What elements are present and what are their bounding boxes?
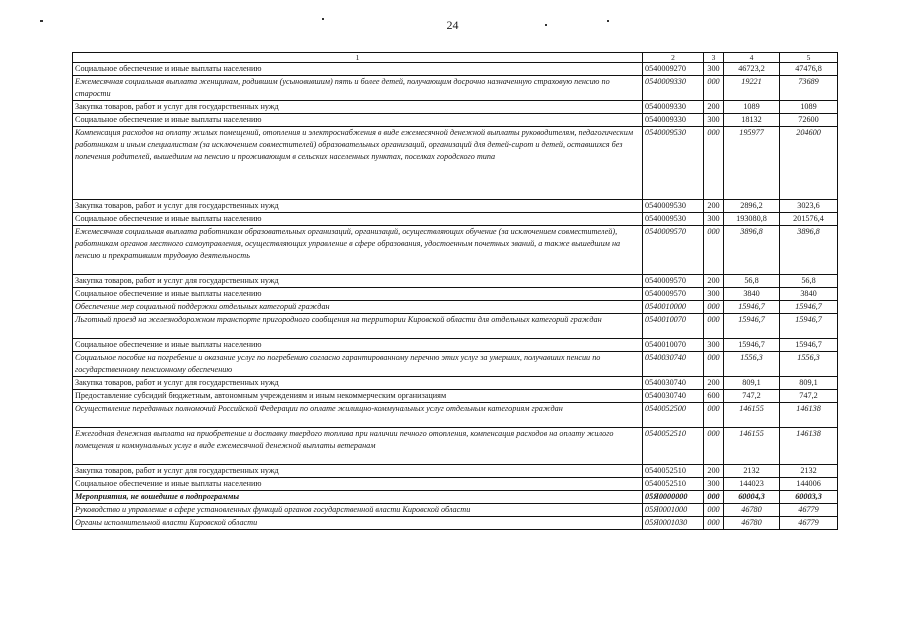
table-row [73, 114, 838, 127]
row-value-2018-cell: 46780 [724, 504, 780, 517]
table-row [73, 377, 838, 390]
row-name-cell: Социальное обеспечение и иные выплаты населению [73, 63, 643, 76]
row-value-2018-cell: 3840 [724, 288, 780, 301]
row-code-cell: 0540010070 [643, 339, 704, 352]
row-type-cell: 000 [704, 314, 724, 339]
row-type-cell: 000 [704, 127, 724, 200]
row-name-cell: Социальное обеспечение и иные выплаты населению [73, 339, 643, 352]
row-value-2018-cell: 15946,7 [724, 314, 780, 339]
page-number: 24 [446, 18, 459, 32]
row-name-cell: Закупка товаров, работ и услуг для государственных нужд [73, 465, 643, 478]
row-name-cell: Ежемесячная социальная выплата работникам образовательных организаций, организаций, осуществляющих обучение (за исключением совместителей), работникам органов местного самоуправления, осуществляющих управление в сфере образования, удостоенным почетных званий, а также вышедшим на пенсию и прекратившим трудовую деятельность [73, 226, 643, 275]
budget-table [72, 52, 838, 530]
row-code-cell: 0540052500 [643, 403, 704, 428]
row-value-2019-cell: 204600 [780, 127, 838, 200]
row-value-2019-cell: 47476,8 [780, 63, 838, 76]
row-code-cell: 0540009530 [643, 200, 704, 213]
row-code-cell: 0540009270 [643, 63, 704, 76]
table-row [73, 288, 838, 301]
column-header: 3 [704, 53, 724, 63]
row-name-cell: Социальное обеспечение и иные выплаты населению [73, 213, 643, 226]
row-value-2018-cell: 2896,2 [724, 200, 780, 213]
row-code-cell: 0540009530 [643, 127, 704, 200]
table-row [73, 478, 838, 491]
row-type-cell: 000 [704, 76, 724, 101]
row-name-cell: Социальное пособие на погребение и оказание услуг по погребению согласно гарантированному перечню этих услуг за умерших, получавших пенсии по государственному пенсионному обеспечению [73, 352, 643, 377]
row-name-cell: Закупка товаров, работ и услуг для государственных нужд [73, 200, 643, 213]
row-code-cell: 05Я0001000 [643, 504, 704, 517]
row-code-cell: 0540009330 [643, 114, 704, 127]
row-value-2018-cell: 193080,8 [724, 213, 780, 226]
column-header: 2 [643, 53, 704, 63]
row-value-2019-cell: 72600 [780, 114, 838, 127]
row-type-cell: 200 [704, 465, 724, 478]
row-value-2018-cell: 2132 [724, 465, 780, 478]
row-name-cell: Органы исполнительной власти Кировской области [73, 517, 643, 530]
row-name-cell: Закупка товаров, работ и услуг для государственных нужд [73, 101, 643, 114]
row-type-cell: 000 [704, 352, 724, 377]
row-name-cell: Обеспечение мер социальной поддержки отдельных категорий граждан [73, 301, 643, 314]
row-value-2019-cell: 809,1 [780, 377, 838, 390]
row-code-cell: 0540030740 [643, 390, 704, 403]
row-name-cell: Социальное обеспечение и иные выплаты населению [73, 288, 643, 301]
row-value-2018-cell: 46723,2 [724, 63, 780, 76]
row-value-2019-cell: 3023,6 [780, 200, 838, 213]
row-type-cell: 300 [704, 213, 724, 226]
row-value-2018-cell: 1089 [724, 101, 780, 114]
row-type-cell: 000 [704, 504, 724, 517]
table-row [73, 352, 838, 377]
row-type-cell: 000 [704, 403, 724, 428]
table-row [73, 226, 838, 275]
row-code-cell: 0540009330 [643, 76, 704, 101]
row-code-cell: 0540052510 [643, 465, 704, 478]
column-header: 5 [780, 53, 838, 63]
row-code-cell: 0540010070 [643, 314, 704, 339]
row-value-2019-cell: 73689 [780, 76, 838, 101]
row-name-cell: Мероприятия, не вошедшие в подпрограммы [73, 491, 643, 504]
row-value-2018-cell: 146155 [724, 403, 780, 428]
column-header: 4 [724, 53, 780, 63]
row-value-2019-cell: 15946,7 [780, 301, 838, 314]
row-value-2018-cell: 1556,3 [724, 352, 780, 377]
row-value-2018-cell: 195977 [724, 127, 780, 200]
row-type-cell: 200 [704, 200, 724, 213]
row-name-cell: Льготный проезд на железнодорожном транспорте пригородного сообщения на территории Кировской области для отдельных категорий граждан [73, 314, 643, 339]
row-code-cell: 0540009570 [643, 288, 704, 301]
row-name-cell: Ежегодная денежная выплата на приобретение и доставку твердого топлива при наличии печного отопления, компенсация расходов на оплату жилого помещения и коммунальных услуг в виде ежемесячной денежной выплаты ветеранам [73, 428, 643, 465]
row-code-cell: 0540009330 [643, 101, 704, 114]
row-type-cell: 200 [704, 275, 724, 288]
table-row [73, 127, 838, 200]
table-row [73, 213, 838, 226]
row-code-cell: 0540052510 [643, 478, 704, 491]
table-row [73, 76, 838, 101]
row-code-cell: 0540030740 [643, 352, 704, 377]
table-row [73, 314, 838, 339]
row-value-2018-cell: 15946,7 [724, 301, 780, 314]
table-row [73, 390, 838, 403]
row-name-cell: Закупка товаров, работ и услуг для государственных нужд [73, 275, 643, 288]
row-value-2019-cell: 3840 [780, 288, 838, 301]
row-value-2019-cell: 56,8 [780, 275, 838, 288]
row-value-2018-cell: 3896,8 [724, 226, 780, 275]
table-row [73, 101, 838, 114]
row-name-cell: Ежемесячная социальная выплата женщинам, родившим (усыновившим) пять и более детей, получающим досрочно назначенную страховую пенсию по старости [73, 76, 643, 101]
row-value-2019-cell: 144006 [780, 478, 838, 491]
table-row [73, 465, 838, 478]
row-value-2018-cell: 809,1 [724, 377, 780, 390]
row-value-2019-cell: 747,2 [780, 390, 838, 403]
row-name-cell: Предоставление субсидий бюджетным, автономным учреждениям и иным некоммерческим организациям [73, 390, 643, 403]
row-value-2018-cell: 18132 [724, 114, 780, 127]
row-type-cell: 000 [704, 491, 724, 504]
row-type-cell: 300 [704, 339, 724, 352]
table-row [73, 504, 838, 517]
row-type-cell: 300 [704, 288, 724, 301]
row-value-2019-cell: 46779 [780, 517, 838, 530]
row-type-cell: 000 [704, 517, 724, 530]
row-value-2019-cell: 146138 [780, 428, 838, 465]
row-value-2018-cell: 46780 [724, 517, 780, 530]
row-value-2018-cell: 747,2 [724, 390, 780, 403]
row-type-cell: 200 [704, 101, 724, 114]
row-value-2019-cell: 60003,3 [780, 491, 838, 504]
row-code-cell: 05Я0001030 [643, 517, 704, 530]
row-value-2018-cell: 146155 [724, 428, 780, 465]
row-value-2018-cell: 56,8 [724, 275, 780, 288]
row-value-2019-cell: 1556,3 [780, 352, 838, 377]
row-value-2018-cell: 144023 [724, 478, 780, 491]
row-type-cell: 000 [704, 301, 724, 314]
row-type-cell: 200 [704, 377, 724, 390]
table-row [73, 63, 838, 76]
row-code-cell: 0540009570 [643, 226, 704, 275]
row-code-cell: 0540009530 [643, 213, 704, 226]
row-name-cell: Руководство и управление в сфере установленных функций органов государственной власти Кировской области [73, 504, 643, 517]
table-row [73, 517, 838, 530]
row-value-2019-cell: 15946,7 [780, 339, 838, 352]
column-header: 1 [73, 53, 643, 63]
table-row [73, 339, 838, 352]
row-value-2019-cell: 2132 [780, 465, 838, 478]
table-row [73, 403, 838, 428]
row-value-2019-cell: 15946,7 [780, 314, 838, 339]
row-name-cell: Компенсация расходов на оплату жилых помещений, отопления и электроснабжения в виде ежемесячной денежной выплаты руководителям, педагогическим работникам и иным специалистам (за исключением совместителей) образовательных организаций, организаций для детей-сирот и детей, оставшихся без попечения родителей, вышедшим на пенсию и проживающим в сельских населенных пунктах, поселках городского типа [73, 127, 643, 200]
row-value-2018-cell: 60004,3 [724, 491, 780, 504]
row-code-cell: 0540030740 [643, 377, 704, 390]
row-value-2018-cell: 15946,7 [724, 339, 780, 352]
row-name-cell: Осуществление переданных полномочий Российской Федерации по оплате жилищно-коммунальных услуг отдельным категориям граждан [73, 403, 643, 428]
row-type-cell: 600 [704, 390, 724, 403]
row-value-2018-cell: 19221 [724, 76, 780, 101]
row-code-cell: 05Я0000000 [643, 491, 704, 504]
row-name-cell: Социальное обеспечение и иные выплаты населению [73, 478, 643, 491]
row-code-cell: 0540052510 [643, 428, 704, 465]
row-type-cell: 300 [704, 63, 724, 76]
row-name-cell: Закупка товаров, работ и услуг для государственных нужд [73, 377, 643, 390]
row-value-2019-cell: 1089 [780, 101, 838, 114]
table-row [73, 428, 838, 465]
row-value-2019-cell: 201576,4 [780, 213, 838, 226]
row-type-cell: 000 [704, 226, 724, 275]
row-name-cell: Социальное обеспечение и иные выплаты населению [73, 114, 643, 127]
table-row [73, 275, 838, 288]
row-code-cell: 0540009570 [643, 275, 704, 288]
row-type-cell: 300 [704, 478, 724, 491]
table-row [73, 491, 838, 504]
row-type-cell: 000 [704, 428, 724, 465]
table-row [73, 200, 838, 213]
row-value-2019-cell: 146138 [780, 403, 838, 428]
row-type-cell: 300 [704, 114, 724, 127]
row-value-2019-cell: 46779 [780, 504, 838, 517]
row-value-2019-cell: 3896,8 [780, 226, 838, 275]
table-header-row [73, 53, 838, 63]
row-code-cell: 0540010000 [643, 301, 704, 314]
table-row [73, 301, 838, 314]
